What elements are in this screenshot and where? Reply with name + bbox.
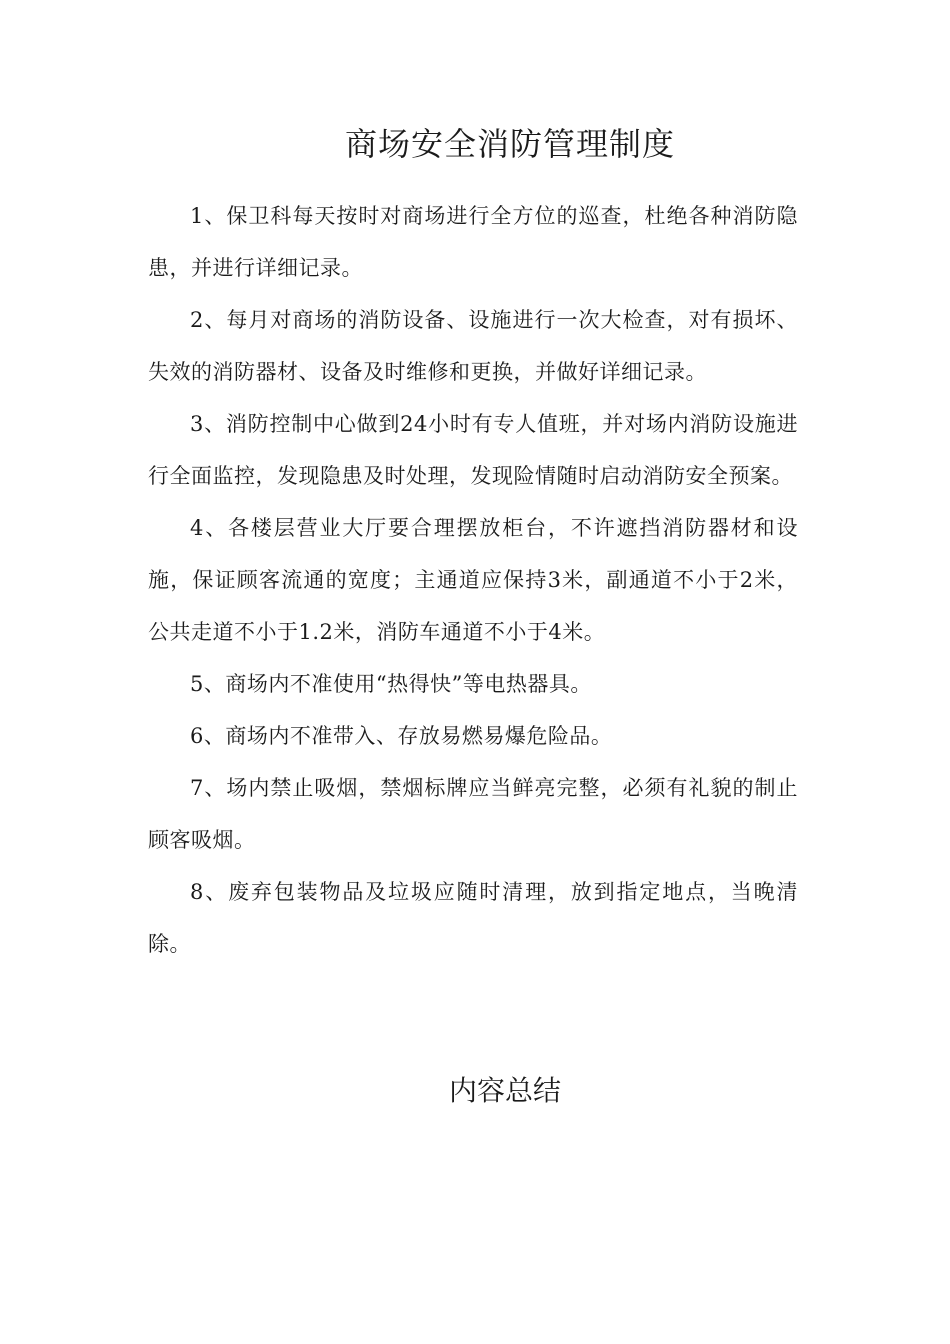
rule-paragraph-4: 4、各楼层营业大厅要合理摆放柜台，不许遮挡消防器材和设施，保证顾客流通的宽度；主通道应保持3米，副通道不小于2米，公共走道不小于1.2米，消防车通道不小于4米。	[148, 516, 798, 644]
rule-paragraph-6: 6、商场内不准带入、存放易燃易爆危险品。	[190, 724, 613, 748]
rule-paragraph-7: 7、场内禁止吸烟，禁烟标牌应当鲜亮完整，必须有礼貌的制止顾客吸烟。	[148, 776, 798, 852]
summary-heading: 内容总结	[448, 1074, 561, 1107]
rule-paragraph-1: 1、保卫科每天按时对商场进行全方位的巡查，杜绝各种消防隐患，并进行详细记录。	[148, 204, 798, 280]
rule-paragraph-8: 8、废弃包装物品及垃圾应随时清理，放到指定地点，当晚清除。	[148, 880, 798, 956]
rule-paragraph-2: 2、每月对商场的消防设备、设施进行一次大检查，对有损坏、失效的消防器材、设备及时维修和更换，并做好详细记录。	[148, 308, 798, 384]
document-body	[148, 190, 798, 970]
document-title: 商场安全消防管理制度	[344, 125, 675, 163]
rule-paragraph-5: 5、商场内不准使用“热得快”等电热器具。	[190, 672, 592, 696]
rule-paragraph-3: 3、消防控制中心做到24小时有专人值班，并对场内消防设施进行全面监控，发现隐患及时处理，发现险情随时启动消防安全预案。	[148, 412, 798, 488]
